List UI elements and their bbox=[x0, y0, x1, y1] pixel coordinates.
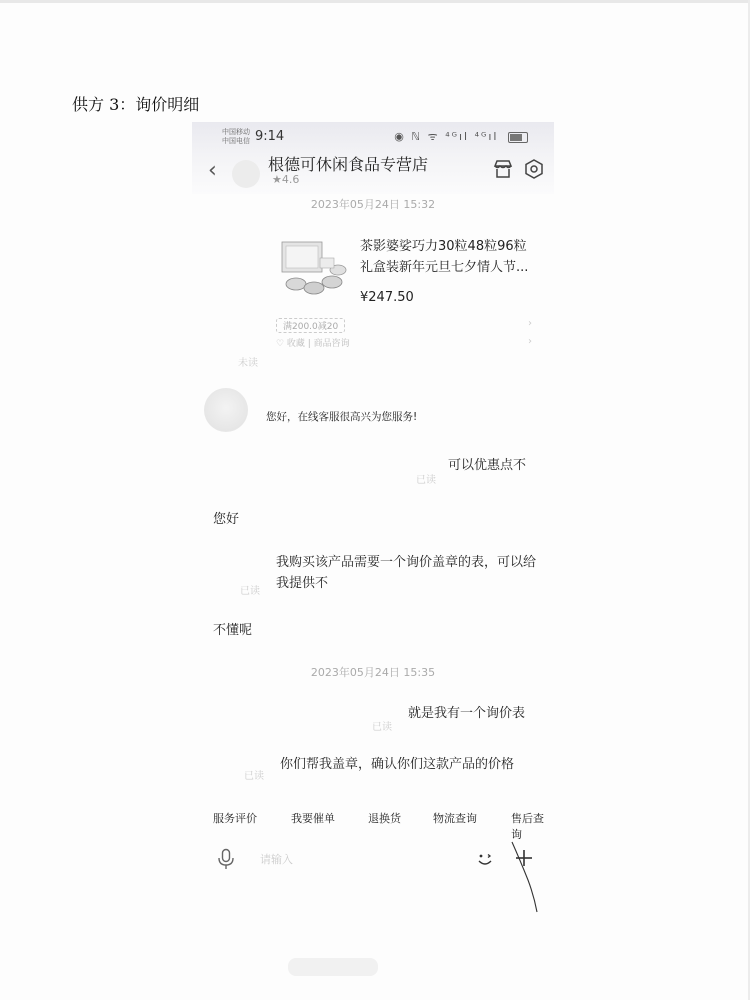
message-left: 您好，在线客服很高兴为您服务! bbox=[266, 411, 418, 423]
coupon-badge[interactable]: 满200.0减20 bbox=[276, 318, 345, 333]
message-left: 不懂呢 bbox=[213, 623, 253, 638]
message-input[interactable]: 请输入 bbox=[260, 853, 293, 866]
carrier-1: 中国移动 bbox=[222, 128, 250, 136]
shop-name[interactable]: 根德可休闲食品专营店 bbox=[268, 155, 429, 174]
chat-timestamp: 2023年05月24日 15:35 bbox=[310, 666, 436, 679]
message-left: 您好 bbox=[213, 512, 240, 527]
read-label: 已读 bbox=[240, 586, 260, 597]
product-price: ¥247.50 bbox=[360, 290, 414, 305]
read-label: 已读 bbox=[372, 722, 392, 733]
quick-action-return-exchange[interactable]: 退换货 bbox=[368, 812, 401, 825]
message-right: 你们帮我盖章，确认你们这款产品的价格 bbox=[280, 757, 515, 772]
chat-timestamp: 2023年05月24日 15:32 bbox=[310, 198, 436, 211]
carrier-2: 中国电信 bbox=[222, 137, 250, 145]
quick-action-urge-order[interactable]: 我要催单 bbox=[291, 812, 335, 825]
quick-action-service-rating[interactable]: 服务评价 bbox=[213, 812, 257, 825]
clock: 9:14 bbox=[255, 129, 285, 144]
message-right: 就是我有一个询价表 bbox=[408, 706, 526, 721]
message-right: 我购买该产品需要一个询价盖章的表，可以给我提供不 bbox=[276, 555, 537, 591]
back-chevron-icon[interactable]: ‹ bbox=[208, 158, 217, 183]
product-links[interactable]: ♡ 收藏 | 商品咨询 bbox=[276, 339, 350, 349]
document-heading: 供方 3：询价明细 bbox=[72, 95, 200, 114]
signal-icons: ◉ ℕ ᯤ ⁴ᴳıl ⁴ᴳıl bbox=[394, 130, 499, 143]
shop-rating: ★4.6 bbox=[272, 173, 300, 186]
product-title[interactable]: 茶影婆娑巧力30粒48粒96粒礼盒装新年元旦七夕情人节... bbox=[360, 239, 529, 275]
scan-smudge bbox=[288, 958, 378, 976]
message-right: 可以优惠点不 bbox=[448, 458, 527, 473]
quick-action-logistics[interactable]: 物流查询 bbox=[433, 812, 477, 825]
quick-action-after-sales[interactable]: 售后查询 bbox=[511, 812, 544, 841]
read-label: 已读 bbox=[416, 475, 436, 486]
unread-label: 未读 bbox=[238, 358, 258, 369]
chevron-right-icon: › bbox=[528, 318, 532, 329]
read-label: 已读 bbox=[244, 771, 264, 782]
chevron-right-icon: › bbox=[528, 336, 532, 347]
